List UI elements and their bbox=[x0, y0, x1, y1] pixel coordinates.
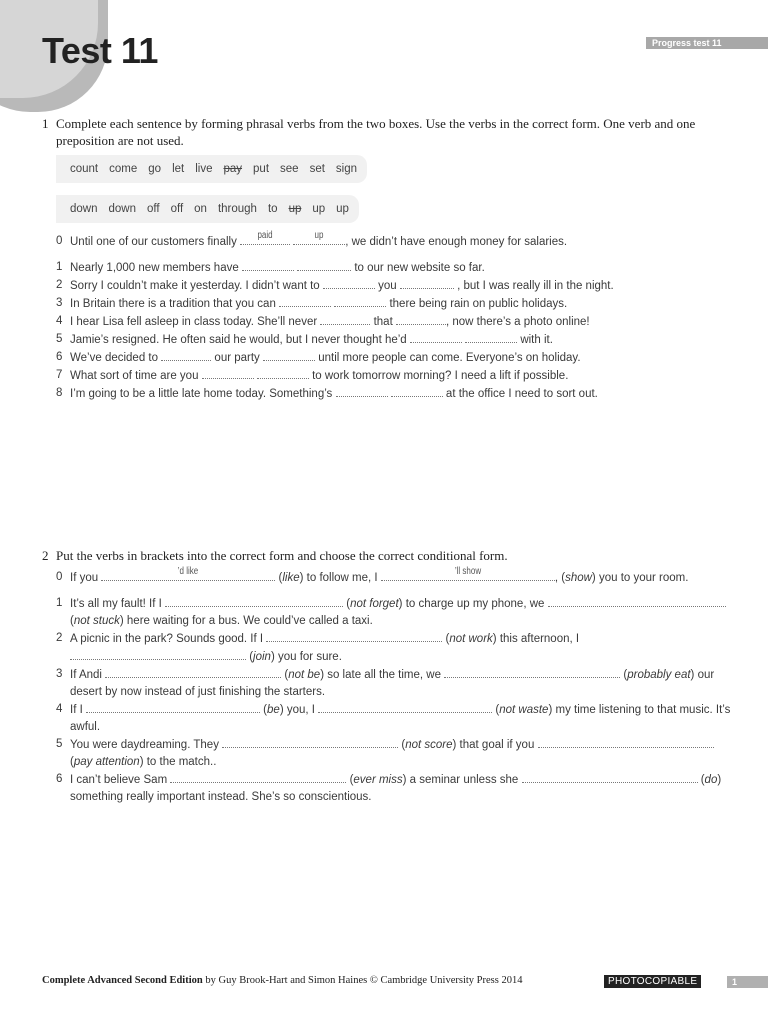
item-number: 2 bbox=[56, 632, 63, 644]
item-text: , we didn’t have enough money for salaries. bbox=[345, 236, 568, 248]
question-instruction: Complete each sentence by forming phrasal verbs from the two boxes. Use the verbs in the correct form. One verb and one preposition are not used. bbox=[56, 116, 696, 148]
item-number: 4 bbox=[56, 315, 63, 327]
answer-blank[interactable] bbox=[400, 277, 454, 289]
item-number: 5 bbox=[56, 333, 63, 345]
item-text: , but I was really ill in the night. bbox=[457, 280, 614, 292]
verb-hint: not work bbox=[449, 633, 493, 645]
answer-blank[interactable] bbox=[170, 771, 346, 783]
preposition-word: up bbox=[312, 203, 326, 215]
example-item bbox=[56, 230, 738, 251]
answer-blank[interactable] bbox=[297, 259, 351, 271]
question-2 bbox=[42, 547, 738, 806]
question-1 bbox=[42, 115, 738, 403]
book-title: Complete Advanced Second Edition bbox=[42, 975, 203, 986]
list-item: 2 A picnic in the park? Sounds good. If I (not work) this afternoon, I (join) you for sure. bbox=[56, 630, 738, 666]
item-text: you to your room. bbox=[598, 572, 689, 584]
verb-hint: be bbox=[267, 704, 280, 716]
verb-word: come bbox=[109, 163, 138, 175]
verb-hint: show bbox=[565, 572, 592, 584]
list-item bbox=[56, 385, 738, 403]
item-text: that goal if you bbox=[459, 739, 535, 751]
item-number: 0 bbox=[56, 571, 63, 583]
item-text: our desert by now instead of just finishing the starters. bbox=[70, 669, 715, 698]
item-number: 5 bbox=[56, 738, 63, 750]
photocopiable-badge: PHOTOCOPIABLE bbox=[604, 975, 701, 988]
item-text: you bbox=[378, 280, 397, 292]
item-text: our party bbox=[214, 352, 260, 364]
item-text: Sorry I couldn’t make it yesterday. I didn’t want to bbox=[70, 280, 320, 292]
item-text: with it. bbox=[520, 334, 553, 346]
page-title: Test 11 bbox=[42, 30, 158, 71]
preposition-word: through bbox=[217, 203, 257, 215]
preposition-word: off bbox=[170, 203, 184, 215]
answer-blank[interactable] bbox=[318, 701, 492, 713]
progress-tab: Progress test 11 bbox=[646, 37, 768, 49]
verb-hint: pay attention bbox=[73, 756, 140, 768]
question-instruction: Put the verbs in brackets into the correct form and choose the correct conditional form. bbox=[56, 548, 508, 563]
answer-blank[interactable] bbox=[165, 595, 343, 607]
verb-hint: join bbox=[253, 651, 271, 663]
list-item: 3 If Andi (not be) so late all the time, we (probably eat) our desert by now instead of just finishing the starters. bbox=[56, 666, 738, 701]
verb-word: put bbox=[253, 163, 270, 175]
page-number: 1 bbox=[727, 976, 768, 988]
list-item bbox=[56, 259, 738, 277]
answer-blank[interactable] bbox=[105, 666, 281, 678]
answer-blank[interactable] bbox=[279, 295, 331, 307]
item-number: 6 bbox=[56, 351, 63, 363]
answer-blank[interactable] bbox=[161, 349, 211, 361]
item-text: It’s all my fault! If I bbox=[70, 598, 162, 610]
item-text: that bbox=[373, 316, 393, 328]
item-text: Until one of our customers finally bbox=[70, 236, 237, 248]
item-text: , now there’s a photo online! bbox=[445, 316, 590, 328]
item-text: to charge up my phone, we bbox=[405, 598, 545, 610]
item-text: until more people can come. Everyone’s on holiday. bbox=[318, 352, 581, 364]
answer-blank[interactable] bbox=[323, 277, 375, 289]
verb-word: see bbox=[280, 163, 299, 175]
item-number: 3 bbox=[56, 668, 63, 680]
item-text: there being rain on public holidays. bbox=[389, 298, 568, 310]
verb-hint: not be bbox=[288, 669, 321, 681]
item-text: Nearly 1,000 new members have bbox=[70, 262, 239, 274]
item-text: A picnic in the park? Sounds good. If I bbox=[70, 633, 264, 645]
list-item: 5 You were daydreaming. They (not score) that goal if you (pay attention) to the match.. bbox=[56, 736, 738, 771]
item-text: to our new website so far. bbox=[354, 262, 485, 274]
answer-blank[interactable] bbox=[522, 771, 698, 783]
answer-blank[interactable] bbox=[336, 385, 388, 397]
item-number: 0 bbox=[56, 235, 63, 247]
verb-word: live bbox=[195, 163, 213, 175]
preposition-word: off bbox=[147, 203, 160, 215]
verb-hint: do bbox=[704, 774, 718, 786]
item-number: 4 bbox=[56, 703, 63, 715]
answer-blank[interactable] bbox=[263, 349, 315, 361]
item-text: my time listening to that music. It’s awful. bbox=[70, 704, 731, 733]
example-answer: up bbox=[314, 230, 324, 241]
item-text: I’m going to be a little late home today. Something’s bbox=[70, 388, 333, 400]
item-text: What sort of time are you bbox=[70, 370, 199, 382]
verb-word: count bbox=[70, 163, 99, 175]
item-text: a seminar unless she bbox=[409, 774, 519, 786]
answer-blank[interactable] bbox=[444, 666, 620, 678]
item-text: something really important instead. She’s so conscientious. bbox=[70, 791, 372, 803]
verb-hint: not forget bbox=[350, 598, 399, 610]
item-text: Jamie’s resigned. He often said he would, but I never thought he’d bbox=[70, 334, 407, 346]
answer-blank[interactable] bbox=[410, 331, 462, 343]
item-text: this afternoon, I bbox=[499, 633, 580, 645]
answer-blank[interactable] bbox=[257, 367, 309, 379]
item-text: We’ve decided to bbox=[70, 352, 159, 364]
list-item bbox=[56, 313, 738, 331]
preposition-box bbox=[56, 195, 359, 223]
answer-blank bbox=[240, 230, 290, 245]
verb-hint: like bbox=[282, 572, 300, 584]
verb-box bbox=[56, 155, 367, 183]
item-text: You were daydreaming. They bbox=[70, 739, 219, 751]
answer-blank bbox=[101, 566, 275, 581]
footer-credit bbox=[42, 975, 522, 986]
list-item: 1 It’s all my fault! If I (not forget) to charge up my phone, we (not stuck) here waiting for a bus. We could’ve called a taxi. bbox=[56, 595, 738, 630]
item-number: 6 bbox=[56, 773, 63, 785]
item-text: to work tomorrow morning? I need a lift if possible. bbox=[312, 370, 569, 382]
verb-word-used: pay bbox=[223, 163, 243, 175]
answer-blank[interactable] bbox=[320, 313, 370, 325]
verb-hint: not stuck bbox=[73, 615, 120, 627]
verb-word: let bbox=[172, 163, 185, 175]
answer-blank[interactable] bbox=[266, 630, 442, 642]
preposition-word: down bbox=[108, 203, 136, 215]
list-item bbox=[56, 295, 738, 313]
answer-blank[interactable] bbox=[465, 331, 517, 343]
item-text: I can’t believe Sam bbox=[70, 774, 168, 786]
list-item: 4 If I (be) you, I (not waste) my time listening to that music. It’s awful. bbox=[56, 701, 738, 736]
item-text: to follow me, I bbox=[306, 572, 378, 584]
item-text: at the office I need to sort out. bbox=[445, 388, 598, 400]
item-text: here waiting for a bus. We could’ve called a taxi. bbox=[126, 615, 373, 627]
example-item: 0 If you ’d like (like) to follow me, I ’ll show , (show) you to your room. bbox=[56, 569, 738, 587]
preposition-word: on bbox=[194, 203, 207, 215]
verb-word: set bbox=[309, 163, 325, 175]
list-item: 6 I can’t believe Sam (ever miss) a seminar unless she (do) something really important instead. She’s so conscientious. bbox=[56, 771, 738, 806]
verb-hint: probably eat bbox=[627, 669, 691, 681]
list-item bbox=[56, 349, 738, 367]
list-item bbox=[56, 331, 738, 349]
answer-blank bbox=[293, 230, 345, 245]
example-answer: ’ll show bbox=[454, 566, 481, 577]
item-text: If Andi bbox=[70, 669, 102, 681]
preposition-word: to bbox=[267, 203, 278, 215]
item-text: If you bbox=[70, 572, 99, 584]
item-number: 1 bbox=[56, 597, 63, 609]
item-text: In Britain there is a tradition that you can bbox=[70, 298, 276, 310]
answer-blank[interactable] bbox=[548, 595, 726, 607]
item-text: so late all the time, we bbox=[327, 669, 441, 681]
answer-blank[interactable] bbox=[334, 295, 386, 307]
answer-blank[interactable] bbox=[396, 313, 446, 325]
verb-hint: not waste bbox=[499, 704, 549, 716]
item-text: to the match.. bbox=[146, 756, 217, 768]
question-number: 1 bbox=[42, 116, 49, 131]
item-text: If I bbox=[70, 704, 83, 716]
answer-blank[interactable] bbox=[222, 736, 398, 748]
verb-hint: not score bbox=[405, 739, 453, 751]
answer-blank[interactable] bbox=[202, 367, 254, 379]
item-number: 7 bbox=[56, 369, 63, 381]
answer-blank bbox=[381, 566, 555, 581]
answer-blank[interactable] bbox=[391, 385, 443, 397]
answer-blank[interactable] bbox=[70, 648, 246, 660]
answer-blank[interactable] bbox=[242, 259, 294, 271]
verb-word: sign bbox=[335, 163, 358, 175]
item-number: 1 bbox=[56, 261, 63, 273]
example-answer: paid bbox=[257, 230, 273, 241]
copyright-text: by Guy Brook-Hart and Simon Haines © Cambridge University Press 2014 bbox=[202, 975, 523, 986]
item-number: 2 bbox=[56, 279, 63, 291]
example-answer: ’d like bbox=[178, 566, 199, 577]
verb-word: go bbox=[148, 163, 162, 175]
preposition-word: down bbox=[70, 203, 98, 215]
answer-blank[interactable] bbox=[86, 701, 260, 713]
item-number: 3 bbox=[56, 297, 63, 309]
item-text: you, I bbox=[286, 704, 315, 716]
preposition-word-used: up bbox=[288, 203, 302, 215]
preposition-word: up bbox=[336, 203, 349, 215]
verb-hint: ever miss bbox=[353, 774, 403, 786]
item-text: you for sure. bbox=[277, 651, 342, 663]
question-number: 2 bbox=[42, 548, 49, 563]
list-item bbox=[56, 367, 738, 385]
answer-blank[interactable] bbox=[538, 736, 714, 748]
list-item bbox=[56, 277, 738, 295]
item-number: 8 bbox=[56, 387, 63, 399]
item-text: I hear Lisa fell asleep in class today. She’ll never bbox=[70, 316, 318, 328]
